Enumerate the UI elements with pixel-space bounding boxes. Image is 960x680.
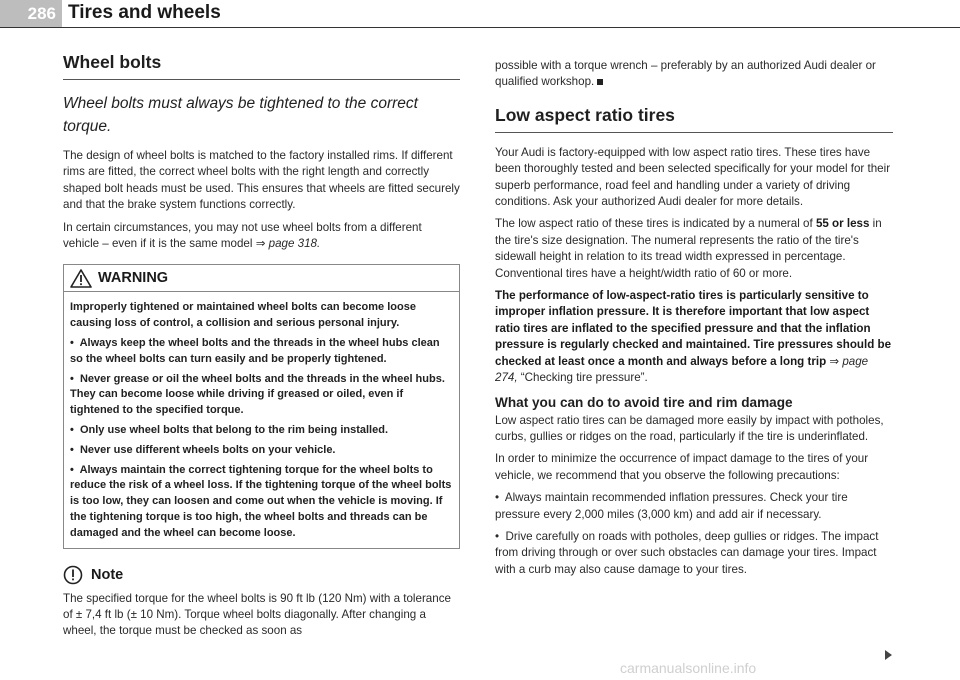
paragraph: Low aspect ratio tires can be damaged more easily by impact with potholes, curbs, gullies or ridges on the road, particularly if the tire is underinflated. bbox=[495, 413, 884, 443]
warning-triangle-icon bbox=[70, 269, 92, 288]
warning-bullet: • Always keep the wheel bolts and the threads in the wheel hubs clean so the wheel bolts can turn easily and be properly tightened. bbox=[70, 337, 440, 365]
section-lead: Wheel bolts must always be tightened to the correct torque. bbox=[63, 95, 418, 135]
paragraph: The design of wheel bolts is matched to the factory installed rims. If different rims are fitted, the correct wheel bolts with the right length and correctly shaped bolt heads must be used. This ensures that wheels are fitted securely and that the brake system functions correctly. bbox=[63, 149, 460, 212]
paragraph: Your Audi is factory-equipped with low aspect ratio tires. These tires have been thoroughly tested and been selected specifically for your model for their superb performance, road feel and handling under a variety of driving conditions. Ask your authorized Audi dealer for more details. bbox=[495, 145, 891, 209]
paragraph: In order to minimize the occurrence of impact damage to the tires of your vehicle, we recommend that you observe the following precautions: bbox=[495, 452, 869, 482]
section-rule bbox=[495, 132, 893, 133]
section-title-low-aspect-ratio: Low aspect ratio tires bbox=[495, 104, 675, 125]
watermark: carmanualsonline.info bbox=[620, 660, 757, 676]
warning-intro: Improperly tightened or maintained wheel bolts can become loose causing loss of control, a collision and serious personal injury. bbox=[70, 301, 416, 330]
page-header bbox=[0, 0, 960, 30]
left-column bbox=[63, 52, 460, 640]
note-exclamation-icon bbox=[63, 565, 83, 585]
warning-bullet: • Only use wheel bolts that belong to the rim being installed. bbox=[70, 424, 389, 437]
list-item: • Always maintain recommended inflation pressures. Check your tire pressure every 2,000 miles (3,000 km) and add air if necessary. bbox=[495, 491, 848, 521]
warning-bullet: • Never grease or oil the wheel bolts and the threads in the wheel hubs. They can become loose while driving if greased or oiled, even if tightened to the specified torque. bbox=[70, 372, 445, 417]
note-title: Note bbox=[91, 566, 124, 583]
paragraph: possible with a torque wrench – preferably by an authorized Audi dealer or qualified workshop. bbox=[495, 59, 876, 89]
section-rule bbox=[63, 79, 460, 80]
header-rule bbox=[0, 27, 960, 28]
note-header bbox=[63, 563, 460, 587]
warning-header bbox=[64, 265, 459, 291]
page-number: 286 bbox=[0, 0, 62, 28]
warning-box bbox=[63, 264, 460, 548]
warning-body bbox=[64, 292, 459, 547]
paragraph: The performance of low-aspect-ratio tires is particularly sensitive to improper inflation pressure. It is therefore important that low aspect ratio tires are inflated to the specified pressure and that the inflation pressure is regularly checked and maintained. Tire pressures should be checked at least once a month and always before a long trip ⇒ page 274, “Checking tire pressure”. bbox=[495, 289, 892, 385]
list-item: • Drive carefully on roads with potholes, deep gullies or ridges. The impact from driving through or over such obstacles can damage your tires. Impact with a curb may also cause damage to your tires. bbox=[495, 529, 879, 576]
warning-bullet: • Always maintain the correct tightening torque for the wheel bolts to reduce the risk of a wheel loss. If the tightening torque of the wheel bolts is too low, they can loosen and come out when the vehicle is moving. If the tightening torque is too high, the wheel bolts and threads can be damaged and the wheel can become loose. bbox=[70, 463, 452, 539]
right-column bbox=[495, 58, 893, 578]
paragraph: The low aspect ratio of these tires is indicated by a numeral of 55 or less in the tire's size designation. The numeral represents the ratio of the tire's sidewall height in relation to its tread width expressed in percentage. Conventional tires have a height/width ratio of 60 or more. bbox=[495, 217, 882, 280]
chapter-title: Tires and wheels bbox=[68, 2, 221, 23]
paragraph: In certain circumstances, you may not use wheel bolts from a different vehicle – even if it is the same model ⇒ page 318. bbox=[63, 220, 422, 251]
page-reference-link[interactable]: ⇒ page 318. bbox=[255, 237, 321, 251]
continue-arrow-icon bbox=[885, 650, 892, 660]
end-of-section-icon bbox=[597, 79, 603, 85]
section-title-wheel-bolts: Wheel bolts bbox=[63, 52, 162, 72]
page-reference-link[interactable]: ⇒ page 274, bbox=[495, 354, 869, 385]
warning-bullet: • Never use different wheels bolts on your vehicle. bbox=[70, 443, 336, 456]
warning-title: WARNING bbox=[98, 270, 169, 287]
note-text: The specified torque for the wheel bolts is 90 ft lb (120 Nm) with a tolerance of ± 7,4 ft lb (± 10 Nm). Torque wheel bolts diagonally. After changing a wheel, the torque must be checked as soon as bbox=[63, 591, 451, 638]
subsection-title: What you can do to avoid tire and rim damage bbox=[495, 394, 793, 410]
